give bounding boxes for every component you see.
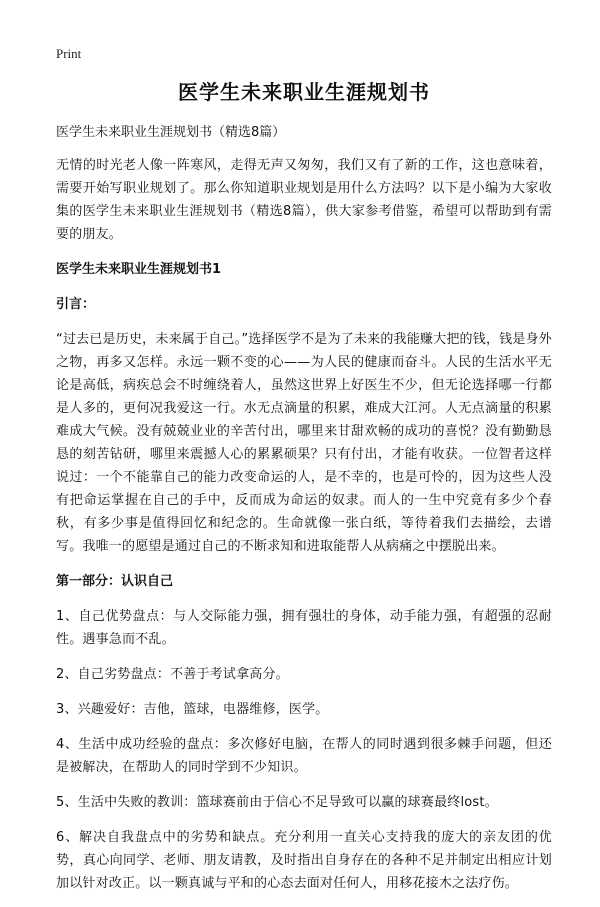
document-subtitle: 医学生未来职业生涯规划书（精选8篇） xyxy=(56,125,286,140)
page-title: 医学生未来职业生涯规划书 xyxy=(178,80,430,104)
list-item: 5、生活中失败的教训：篮球赛前由于信心不足导致可以赢的球赛最终lost。 xyxy=(56,795,498,810)
list-item: 4、生活中成功经验的盘点：多次修好电脑，在帮人的同时遇到很多棘手问题，但还是被解决，在帮助人的同时学到不少知识。 xyxy=(56,737,552,775)
preface-paragraph: “过去已是历史，未来属于自己。”选择医学不是为了未来的我能赚大把的钱，钱是身外之物，再多又怎样。永远一颗不变的心——为人民的健康而奋斗。人民的生活水平无论是高低，病疾总会不时缠绕着人，虽然这世界上好医生不少，但无论选择哪一行都是人多的，更何况我爱这一行。水无点滴量的积累，难成大江河。人无点滴量的积累难成大气候。没有兢兢业业的辛苦付出，哪里来甘甜欢畅的成功的喜悦？没有勤勤恳恳的刻苦钻研，哪里来震撼人心的累累硕果？只有付出，才能有收获。一位智者这样说过：一个不能靠自己的能力改变命运的人，是不幸的，也是可怜的，因为这些人没有把命运掌握在自己的手中，反而成为命运的奴隶。而人的一生中究竟有多少个春秋，有多少事是值得回忆和纪念的。生命就像一张白纸，等待着我们去描绘，去谱写。我唯一的愿望是通过自己的不断求知和进取能帮人从病痛之中摆脱出来。 xyxy=(56,332,552,554)
list-item: 2、自己劣势盘点：不善于考试拿高分。 xyxy=(56,667,289,682)
list-item: 1、自己优势盘点：与人交际能力强，拥有强壮的身体，动手能力强，有超强的忍耐性。遇事急而不乱。 xyxy=(56,609,552,647)
part-one-heading: 第一部分：认识自己 xyxy=(56,574,174,589)
list-item: 3、兴趣爱好：吉他，篮球，电器维修，医学。 xyxy=(56,702,329,717)
preface-heading: 引言： xyxy=(56,297,96,312)
print-link[interactable]: Print xyxy=(56,46,82,61)
list-item: 6、解决自我盘点中的劣势和缺点。充分利用一直关心支持我的庞大的亲友团的优势，真心向同学、老师、朋友请教，及时指出自身存在的各种不足并制定出相应计划加以针对改正。以一颗真诚与平和的心态去面对任何人，用移花接木之法疗伤。 xyxy=(56,830,552,891)
intro-paragraph: 无情的时光老人像一阵寒风，走得无声又匆匆，我们又有了新的工作，这也意味着，需要开始写职业规划了。那么你知道职业规划是用什么方法吗？以下是小编为大家收集的医学生未来职业生涯规划书（精选8篇），供大家参考借鉴，希望可以帮助到有需要的朋友。 xyxy=(56,158,552,242)
section-title: 医学生未来职业生涯规划书1 xyxy=(56,262,222,277)
document-body xyxy=(56,76,552,907)
